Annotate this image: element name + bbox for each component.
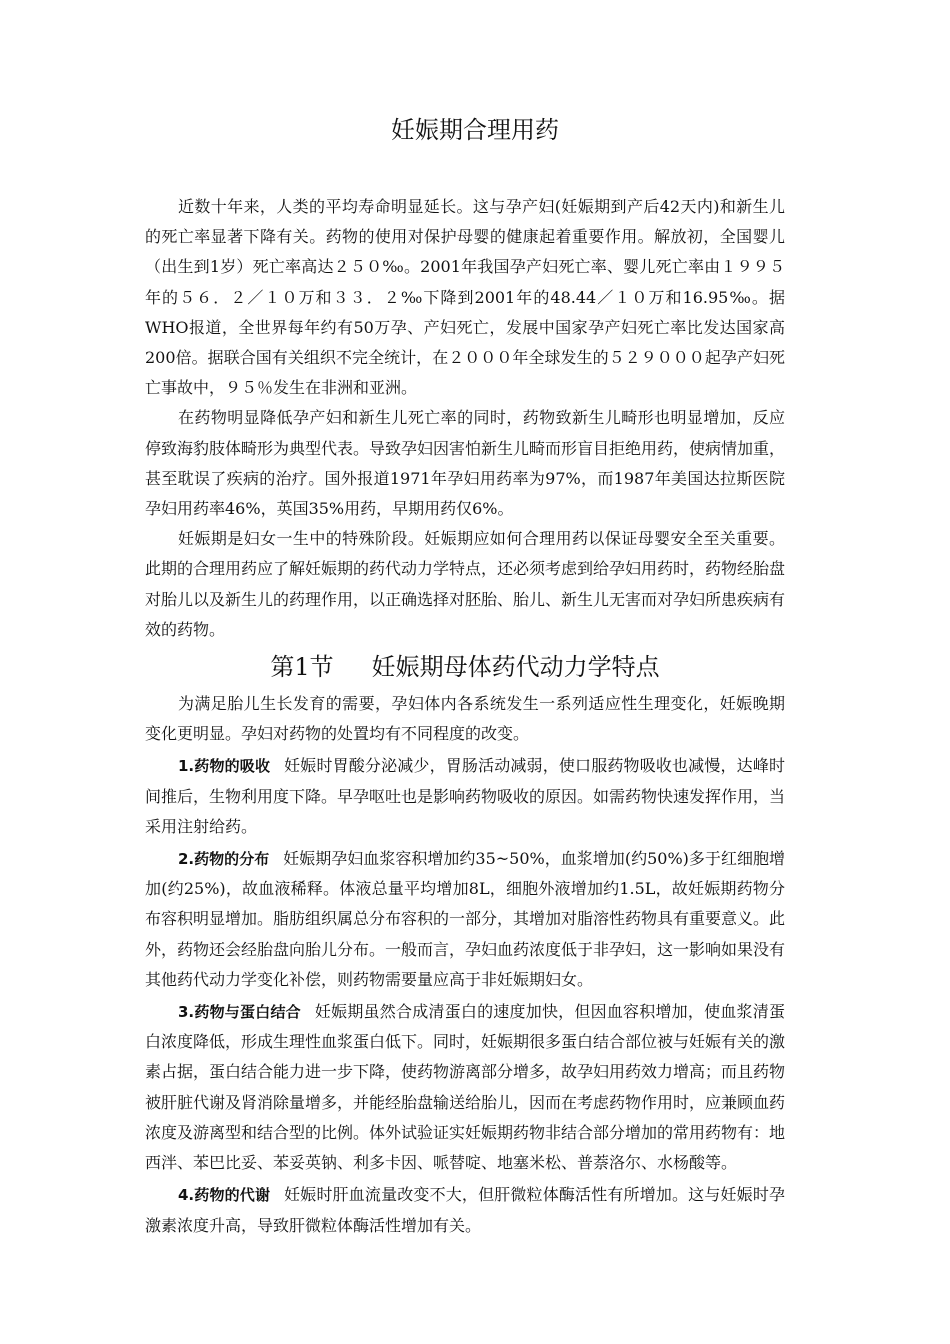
item-text: 妊娠时肝血流量改变不大，但肝微粒体酶活性有所增加。这与妊娠时孕激素浓度升高，导致肝微粒体酶活性增加有关。 bbox=[145, 1185, 785, 1235]
document-title: 妊娠期合理用药 bbox=[391, 116, 559, 144]
item-metabolism bbox=[145, 1180, 785, 1240]
item-text: 妊娠期孕妇血浆容积增加约35~50%，血浆增加(约50%)多于红细胞增加(约25%)，故血液稀释。体液总量平均增加8L，细胞外液增加约1.5L，故妊娠期药物分布容积明显增加。脂肪组织属总分布容积的一部分，其增加对脂溶性药物具有重要意义。此外，药物还会经胎盘向胎儿分布。一般而言，孕妇血药浓度低于非孕妇，这一影响如果没有其他药代动力学变化补偿，则药物需要量应高于非妊娠期妇女。 bbox=[145, 849, 786, 989]
item-heading: 4.药物的代谢 bbox=[178, 1186, 271, 1205]
intro-paragraph-2: 在药物明显降低孕产妇和新生儿死亡率的同时，药物致新生儿畸形也明显增加，反应停致海豹肢体畸形为典型代表。导致孕妇因害怕新生儿畸而形盲目拒绝用药，使病情加重，甚至耽误了疾病的治疗。国外报道1971年孕妇用药率为97%，而1987年美国达拉斯医院孕妇用药率46%，英国35%用药，早期用药仅6%。 bbox=[145, 408, 786, 519]
intro-paragraph-1: 近数十年来，人类的平均寿命明显延长。这与孕产妇(妊娠期到产后42天内)和新生儿的死亡率显著下降有关。药物的使用对保护母婴的健康起着重要作用。解放初，全国婴儿（出生到1岁）死亡率高达２５０‰。2001年我国孕产妇死亡率、婴儿死亡率由１９９５年的５６．２／１０万和３３．２‰下降到2001年的48.44／１０万和16.95‰。据WHO报道，全世界每年约有50万孕、产妇死亡，发展中国家孕产妇死亡率比发达国家高200倍。据联合国有关组织不完全统计，在２０００年全球发生的５２９０００起孕产妇死亡事故中，９５％发生在非洲和亚洲。 bbox=[145, 197, 785, 398]
item-text: 妊娠时胃酸分泌减少，胃肠活动减弱，使口服药物吸收也减慢，达峰时间推后，生物利用度下降。早孕呕吐也是影响药物吸收的原因。如需药物快速发挥作用，当采用注射给药。 bbox=[145, 756, 786, 836]
item-heading: 1.药物的吸收 bbox=[178, 757, 271, 776]
item-absorption bbox=[145, 751, 785, 842]
document-body bbox=[145, 192, 785, 1241]
section-intro-paragraph: 为满足胎儿生长发育的需要，孕妇体内各系统发生一系列适应性生理变化，妊娠晚期变化更明显。孕妇对药物的处置均有不同程度的改变。 bbox=[145, 694, 785, 744]
item-heading: 2.药物的分布 bbox=[178, 850, 270, 869]
item-distribution bbox=[145, 844, 785, 995]
item-protein-binding bbox=[145, 997, 785, 1178]
section-title: 妊娠期母体药代动力学特点 bbox=[371, 653, 660, 682]
section-heading bbox=[145, 645, 785, 689]
section-number: 第1节 bbox=[270, 653, 334, 682]
item-heading: 3.药物与蛋白结合 bbox=[178, 1003, 301, 1022]
intro-paragraph-3: 妊娠期是妇女一生中的特殊阶段。妊娠期应如何合理用药以保证母婴安全至关重要。此期的合理用药应了解妊娠期的药代动力学特点，还必须考虑到给孕妇用药时，药物经胎盘对胎儿以及新生儿的药理作用，以正确选择对胚胎、胎儿、新生儿无害而对孕妇所患疾病有效的药物。 bbox=[145, 529, 786, 639]
item-text: 妊娠期虽然合成清蛋白的速度加快，但因血容积增加，使血浆清蛋白浓度降低，形成生理性血浆蛋白低下。同时，妊娠期很多蛋白结合部位被与妊娠有关的激素占据，蛋白结合能力进一步下降，使药物游离部分增多，故孕妇用药效力增高；而且药物被肝脏代谢及肾消除量增多，并能经胎盘输送给胎儿，因而在考虑药物作用时，应兼顾血药浓度及游离型和结合型的比例。体外试验证实妊娠期药物非结合部分增加的常用药物有：地西泮、苯巴比妥、苯妥英钠、利多卡因、哌替啶、地塞米松、普萘洛尔、水杨酸等。 bbox=[145, 1002, 786, 1173]
